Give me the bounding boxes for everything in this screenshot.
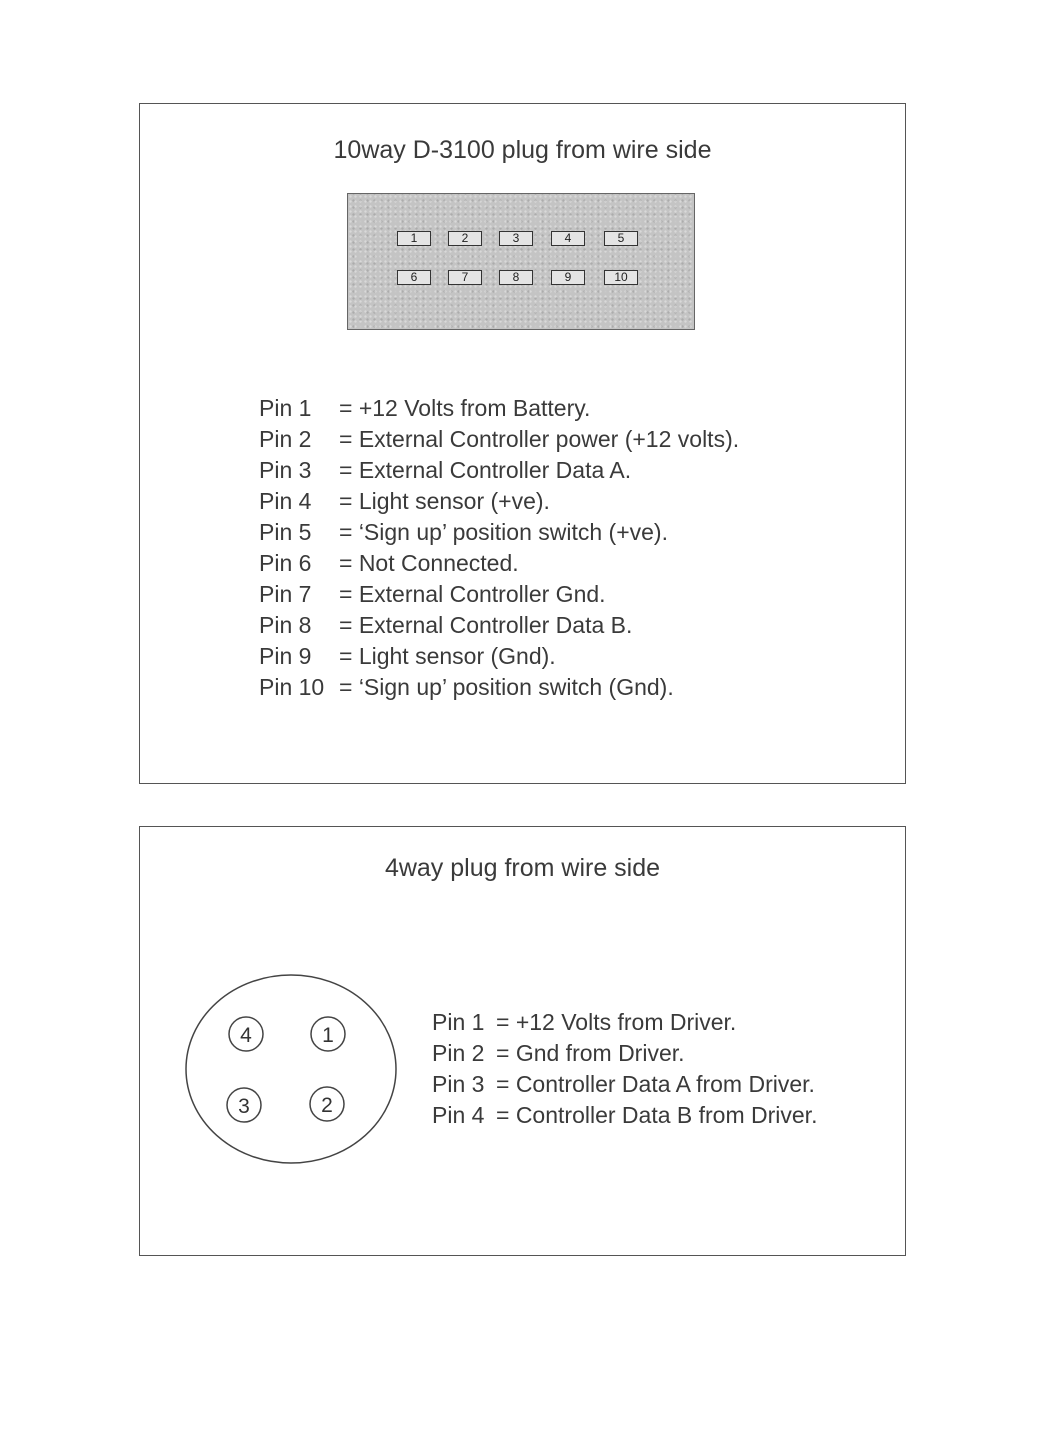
pin-number-2: 2 [321, 1094, 333, 1117]
pin-box-1: 1 [397, 231, 431, 246]
four-way-plug-face [184, 971, 400, 1167]
pin-row [259, 517, 739, 548]
pin-description: = +12 Volts from Driver. [496, 1009, 737, 1035]
pin-circle-1 [311, 1017, 345, 1051]
ten-way-connector-panel [139, 103, 906, 784]
pin-label: Pin 2 [432, 1040, 485, 1066]
pin-label: Pin 4 [259, 488, 312, 514]
pin-row [259, 424, 739, 455]
pin-row [432, 1100, 817, 1131]
pin-number-3: 3 [238, 1095, 250, 1118]
pin-description: = Light sensor (Gnd). [339, 643, 556, 669]
ten-way-pin-list [259, 393, 739, 703]
ten-way-connector-title: 10way D-3100 plug from wire side [333, 136, 712, 164]
pin-box-9: 9 [551, 270, 585, 285]
pin-description: = Controller Data B from Driver. [496, 1102, 818, 1128]
pin-box-6: 6 [397, 270, 431, 285]
pin-description: = Light sensor (+ve). [339, 488, 550, 514]
pin-box-4: 4 [551, 231, 585, 246]
pin-circle-3 [227, 1088, 261, 1122]
pin-number-4: 4 [240, 1024, 252, 1047]
pin-label: Pin 3 [432, 1071, 485, 1097]
pin-label: Pin 4 [432, 1102, 485, 1128]
pin-description: = External Controller power (+12 volts). [339, 426, 740, 452]
pin-box-5: 5 [604, 231, 638, 246]
pin-row [259, 641, 739, 672]
pin-row [259, 486, 739, 517]
pin-circle-4 [229, 1017, 263, 1051]
four-way-connector-panel [139, 826, 906, 1256]
four-way-pin-list [432, 1007, 817, 1131]
pin-row [259, 579, 739, 610]
pin-description: = Gnd from Driver. [496, 1040, 685, 1066]
pin-label: Pin 10 [259, 674, 325, 700]
pin-row [432, 1038, 817, 1069]
ten-way-plug-face [347, 193, 695, 330]
pin-box-3: 3 [499, 231, 533, 246]
pin-label: Pin 6 [259, 550, 312, 576]
pin-description: = External Controller Data A. [339, 457, 632, 483]
pin-row [259, 393, 739, 424]
pin-label: Pin 7 [259, 581, 312, 607]
pin-box-10: 10 [604, 270, 638, 285]
pin-description: = ‘Sign up’ position switch (+ve). [339, 519, 668, 545]
pin-label: Pin 2 [259, 426, 312, 452]
pin-label: Pin 1 [432, 1009, 485, 1035]
pin-description: = External Controller Gnd. [339, 581, 606, 607]
pin-number-1: 1 [322, 1024, 334, 1047]
pin-row [432, 1007, 817, 1038]
pin-description: = +12 Volts from Battery. [339, 395, 591, 421]
pin-label: Pin 3 [259, 457, 312, 483]
four-way-connector-title: 4way plug from wire side [384, 854, 661, 882]
pin-row [259, 672, 739, 703]
pin-description: = External Controller Data B. [339, 612, 633, 638]
pin-label: Pin 8 [259, 612, 312, 638]
pin-label: Pin 1 [259, 395, 312, 421]
pin-row [259, 548, 739, 579]
pin-box-2: 2 [448, 231, 482, 246]
pin-description: = ‘Sign up’ position switch (Gnd). [339, 674, 674, 700]
plug-outline [186, 975, 396, 1163]
pin-row [259, 610, 739, 641]
pin-description: = Controller Data A from Driver. [496, 1071, 815, 1097]
pin-box-8: 8 [499, 270, 533, 285]
pin-row [432, 1069, 817, 1100]
pin-label: Pin 9 [259, 643, 312, 669]
pin-label: Pin 5 [259, 519, 312, 545]
pin-description: = Not Connected. [339, 550, 519, 576]
pin-circle-2 [310, 1087, 344, 1121]
pin-box-7: 7 [448, 270, 482, 285]
pin-row [259, 455, 739, 486]
